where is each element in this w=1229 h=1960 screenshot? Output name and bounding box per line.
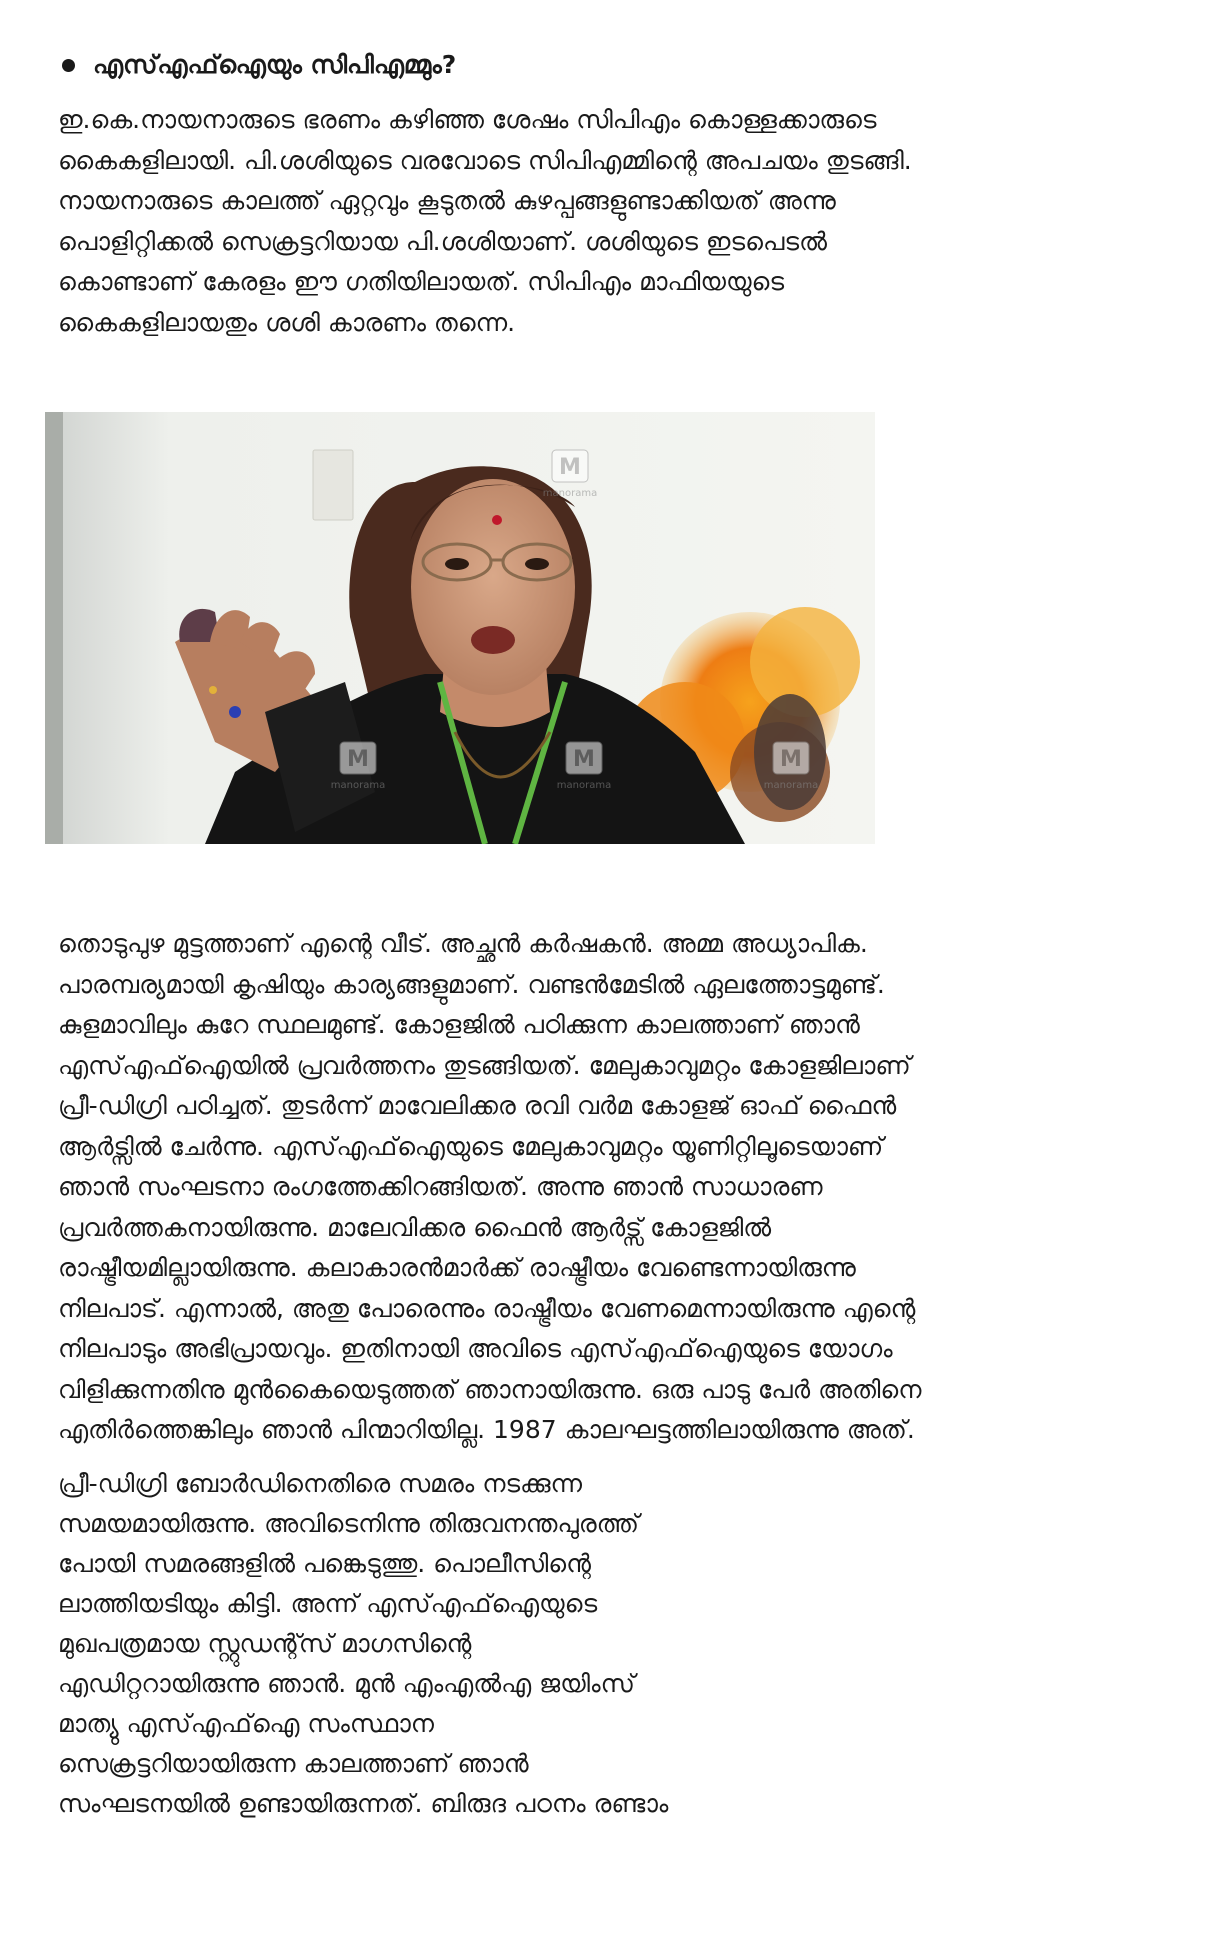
text-line: ആർട്സിൽ ചേർന്നു. എസ്എഫ്ഐയുടെ മേലുകാവുമറ്റം യൂണിറ്റിലൂടെയാണ് — [58, 1131, 884, 1161]
text-line: ഇ.കെ.നായനാരുടെ ഭരണം കഴിഞ്ഞ ശേഷം സിപിഎം കൊള്ളക്കാരുടെ — [58, 105, 877, 134]
text-line: പ്രീ-ഡിഗ്രി പഠിച്ചത്. തുടർന്ന് മാവേലിക്കര രവി വർമ കോളജ് ഓഫ് ഫൈൻ — [58, 1091, 897, 1120]
text-line: പ്രവർത്തകനായിരുന്നു. മാലേവിക്കര ഫൈൻ ആർട്സ് കോളജിൽ — [58, 1212, 772, 1242]
text-line: വിളിക്കുന്നതിനു മുൻകൈയെടുത്തത് ഞാനായിരുന്നു. ഒരു പാടു പേർ അതിനെ — [58, 1374, 922, 1404]
text-line: നായനാരുടെ കാലത്ത് ഏറ്റവും കൂടുതൽ കുഴപ്പങ്ങളുണ്ടാക്കിയത് അന്നു — [58, 186, 836, 215]
text-line: പൊളിറ്റിക്കൽ സെക്രട്ടറിയായ പി.ശശിയാണ്. ശശിയുടെ ഇടപെടൽ — [58, 226, 827, 256]
text-line: കൈകളിലായി. പി.ശശിയുടെ വരവോടെ സിപിഎമ്മിന്റെ അപചയം തുടങ്ങി. — [58, 145, 912, 175]
text-line: സെക്രട്ടറിയായിരുന്ന കാലത്താണ് ഞാൻ — [58, 1749, 529, 1778]
heading-text: എസ്എഫ്ഐയും സിപിഎമ്മും? — [93, 50, 457, 79]
paragraph-1 — [58, 100, 912, 343]
text-line: പ്രീ-ഡിഗ്രി ബോർഡിനെതിരെ സമരം നടക്കുന്ന — [58, 1469, 583, 1498]
text-line: ഞാൻ സംഘടനാ രംഗത്തേക്കിറങ്ങിയത്. അന്നു ഞാൻ സാധാരണ — [58, 1172, 823, 1201]
paragraph-2 — [58, 924, 921, 1451]
watermark-text: manorama — [330, 780, 386, 791]
watermark-letter: M — [780, 747, 802, 772]
text-line: സംഘടനയിൽ ഉണ്ടായിരുന്നത്. ബിരുദ പഠനം രണ്ടാം — [58, 1789, 669, 1818]
text-line: മാത്യു എസ്എഫ്ഐ സംസ്ഥാന — [58, 1709, 434, 1738]
text-line: പാരമ്പര്യമായി കൃഷിയും കാര്യങ്ങളുമാണ്. വണ്ടൻമേടിൽ ഏലത്തോട്ടമുണ്ട്. — [58, 969, 885, 999]
watermark-letter: M — [573, 747, 595, 772]
text-line: രാഷ്ട്രീയമില്ലായിരുന്നു. കലാകാരൻമാർക്ക് രാഷ്ട്രീയം വേണ്ടെന്നായിരുന്നു — [58, 1253, 856, 1282]
text-line: നിലപാട്. എന്നാൽ, അതു പോരെന്നും രാഷ്ട്രീയം വേണമെന്നായിരുന്നു എന്റെ — [58, 1293, 916, 1323]
text-line: എഡിറ്ററായിരുന്നു ഞാൻ. മുൻ എംഎൽഎ ജയിംസ് — [58, 1669, 635, 1698]
text-line: പോയി സമരങ്ങളിൽ പങ്കെടുത്തു. പൊലീസിന്റെ — [58, 1549, 591, 1578]
bullet-icon — [62, 59, 75, 72]
paragraph-3 — [58, 1464, 668, 1824]
text-line: കൈകളിലായതും ശശി കാരണം തന്നെ. — [58, 307, 516, 337]
watermark-text: manorama — [763, 780, 819, 791]
text-line: എസ്എഫ്ഐയിൽ പ്രവർത്തനം തുടങ്ങിയത്. മേലുകാവുമറ്റം കോളജിലാണ് — [58, 1050, 911, 1080]
text-line: തൊടുപുഴ മുട്ടത്താണ് എന്റെ വീട്. അച്ഛൻ കർഷകൻ. അമ്മ അധ്യാപിക. — [58, 929, 868, 958]
text-line: ലാത്തിയടിയും കിട്ടി. അന്ന് എസ്എഫ്ഐയുടെ — [58, 1589, 598, 1618]
watermark-text: manorama — [542, 488, 598, 499]
text-line: നിലപാടും അഭിപ്രായവും. ഇതിനായി അവിടെ എസ്എഫ്ഐയുടെ യോഗം — [58, 1334, 893, 1363]
text-line: കുളമാവിലും കുറേ സ്ഥലമുണ്ട്. കോളജിൽ പഠിക്കുന്ന കാലത്താണ് ഞാൻ — [58, 1010, 860, 1039]
text-line: സമയമായിരുന്നു. അവിടെനിന്നു തിരുവനന്തപുരത്ത് — [58, 1509, 640, 1538]
text-line: എതിർത്തെങ്കിലും ഞാൻ പിന്മാറിയില്ല. 1987 കാലഘട്ടത്തിലായിരുന്നു അത്. — [58, 1415, 915, 1444]
article-photo — [45, 412, 875, 844]
text-line: മുഖപത്രമായ സ്റ്റുഡന്റ്സ് മാഗസിന്റെ — [58, 1629, 472, 1658]
watermark-letter: M — [559, 455, 581, 480]
watermark-text: manorama — [556, 780, 612, 791]
watermark-letter: M — [347, 747, 369, 772]
section-heading — [62, 48, 456, 82]
text-line: കൊണ്ടാണ് കേരളം ഈ ഗതിയിലായത്. സിപിഎം മാഫിയയുടെ — [58, 267, 785, 296]
